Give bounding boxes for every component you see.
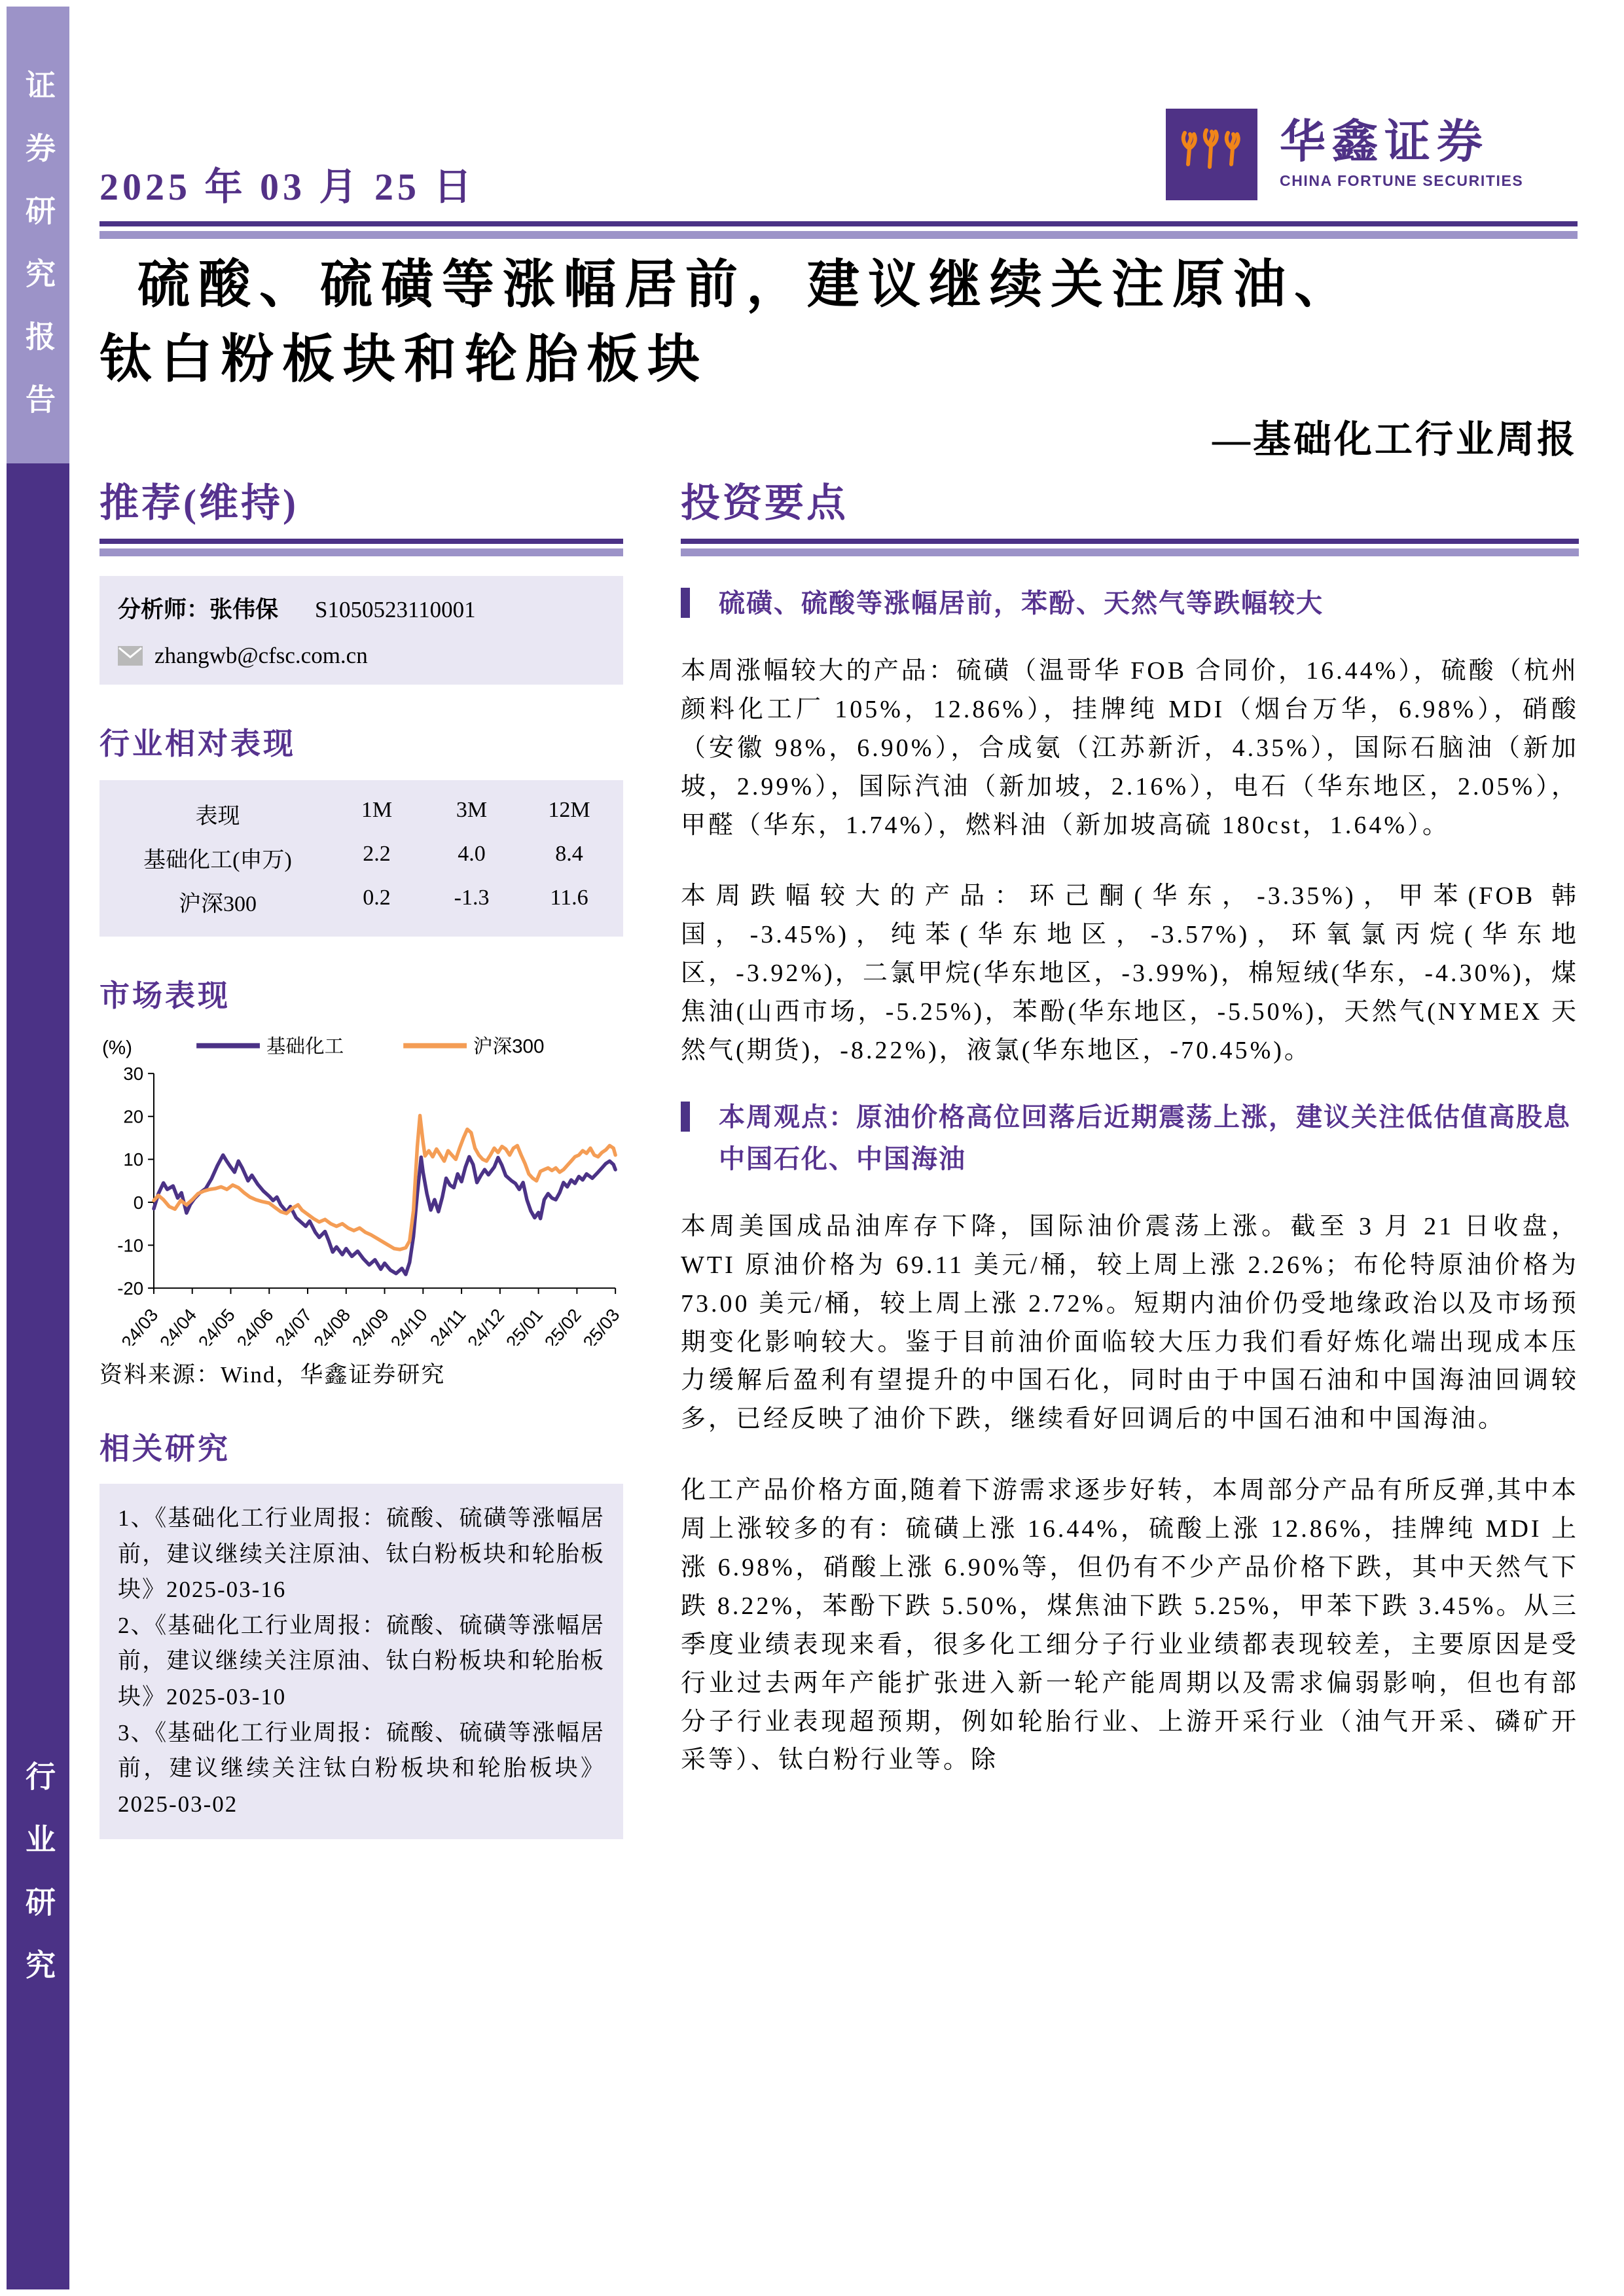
chart-source-note: 资料来源：Wind，华鑫证券研究: [99, 1362, 446, 1388]
table-cell: 4.0: [458, 842, 486, 866]
market-performance-title: 市场表现: [99, 979, 230, 1013]
analyst-name: 分析师：张伟保: [118, 597, 279, 622]
svg-text:(%): (%): [101, 1037, 133, 1059]
logo-mark-icon: [1179, 126, 1244, 183]
svg-text:24/11: 24/11: [425, 1304, 470, 1346]
related-research-item: 3、《基础化工行业周报：硫酸、硫磺等涨幅居前，建议继续关注钛白粉板块和轮胎板块》2025-03-02: [118, 1719, 605, 1817]
left-column-divider: [99, 539, 623, 556]
rating-heading: 推荐(维持): [99, 482, 298, 525]
sidebar-bottom-band: [7, 463, 69, 2289]
table-header-cell: 表现: [195, 804, 240, 829]
right-column-divider: [681, 539, 1579, 556]
table-cell: 8.4: [555, 842, 583, 866]
table-cell: 11.6: [550, 886, 588, 910]
analyst-license-code: S1050523110001: [315, 597, 476, 622]
market-chart: [99, 1028, 623, 1349]
section-heading-2: [681, 1096, 1579, 1180]
svg-text:基础化工: 基础化工: [266, 1035, 344, 1058]
key-points-heading: 投资要点: [681, 482, 848, 525]
report-title: [99, 249, 1585, 397]
related-research-title: 相关研究: [99, 1432, 230, 1465]
related-research-box: [99, 1484, 623, 1839]
sidebar-bottom-label: 行业研究: [22, 1761, 55, 2012]
svg-text:25/01: 25/01: [501, 1304, 547, 1346]
related-research-item: 1、《基础化工行业周报：硫酸、硫磺等涨幅居前，建议继续关注原油、钛白粉板块和轮胎板块》2025-03-16: [118, 1505, 605, 1603]
table-cell: 0.2: [363, 886, 391, 910]
left-column: [99, 479, 623, 1839]
report-subtitle: —基础化工行业周报: [1212, 418, 1578, 461]
svg-text:24/08: 24/08: [310, 1304, 355, 1346]
table-header-cell: 3M: [456, 798, 488, 822]
header-divider: [99, 221, 1578, 239]
table-header-row: [105, 792, 618, 836]
logo-cn-text: 华鑫证券: [1280, 117, 1489, 168]
svg-text:10: 10: [123, 1149, 144, 1170]
body-paragraph: 化工产品价格方面,随着下游需求逐步好转，本周部分产品有所反弹,其中本周上涨较多的有：硫磺上涨 16.44%，硫酸上涨 12.86%，挂牌纯 MDI 上涨 6.98%，硝酸上涨 6.90%等，但仍有不少产品价格下跌，其中天然气下跌 8.22%，苯酚下跌 5.50%，煤焦油下跌 5.25%，甲苯下跌 3.45%。从三季度业绩表现来看，很多化工细分子行业业绩都表现较差，主要原因是受行业过去两年产能扩张进入新一轮产能周期以及需求偏弱影响，但也有部分子行业表现超预期，例如轮胎行业、上游开采行业（油气开采、磷矿开采等）、钛白粉行业等。除: [681, 1477, 1579, 1774]
svg-text:24/03: 24/03: [117, 1304, 162, 1346]
section-marker-bar: [681, 1102, 690, 1132]
right-column: [681, 479, 1579, 1780]
market-chart-svg: [99, 1028, 623, 1346]
table-cell: -1.3: [454, 886, 490, 910]
svg-text:24/04: 24/04: [156, 1304, 201, 1346]
report-title-line1: 硫酸、硫磺等涨幅居前，建议继续关注原油、: [137, 257, 1355, 314]
svg-text:沪深300: 沪深300: [473, 1035, 545, 1058]
section-heading-1: [681, 583, 1579, 624]
body-paragraph: 本周美国成品油库存下降，国际油价震荡上涨。截至 3 月 21 日收盘，WTI 原油价格为 69.11 美元/桶，较上周上涨 2.26%；布伦特原油价格为 73.00 美元/桶，较上周上涨 2.72%。短期内油价仍受地缘政治以及市场预期变化影响较大。鉴于目前油价面临较大压力我们看好炼化端出现成本压力缓解后盈利有望提升的中国石化，同时由于中国石油和中国海油回调较多，已经反映了油价下跌，继续看好回调后的中国石油和中国海油。: [681, 1212, 1579, 1433]
svg-text:-20: -20: [117, 1278, 144, 1299]
logo-en-text: CHINA FORTUNE SECURITIES: [1280, 171, 1524, 189]
relative-performance-title: 行业相对表现: [99, 727, 296, 761]
sidebar-top-label: 证券研究报告: [22, 69, 55, 446]
svg-text:24/12: 24/12: [463, 1304, 509, 1346]
section-heading-text: 硫磺、硫酸等涨幅居前，苯酚、天然气等跌幅较大: [719, 588, 1324, 618]
email-icon: [118, 646, 143, 666]
svg-text:24/05: 24/05: [194, 1304, 239, 1346]
body-paragraph: 本周跌幅较大的产品：环己酮(华东，-3.35%)，甲苯(FOB 韩国，-3.45%)，纯苯(华东地区，-3.57%)，环氧氯丙烷(华东地区，-3.92%)，二氯甲烷(华东地区，-3.99%)，棉短绒(华东，-4.30%)，煤焦油(山西市场，-5.25%)，苯酚(华东地区，-5.50%)，天然气(NYMEX 天然气(期货)，-8.22%)，液氯(华东地区，-70.45%)。: [681, 882, 1579, 1065]
section-marker-bar: [681, 588, 690, 618]
report-date: 2025 年 03 月 25 日: [99, 166, 476, 208]
logo-text: [1280, 117, 1524, 190]
brand-logo: [1166, 109, 1523, 200]
sidebar-top-band: [7, 7, 69, 463]
analyst-box: [99, 576, 623, 685]
svg-text:24/09: 24/09: [348, 1304, 393, 1346]
svg-text:30: 30: [123, 1064, 144, 1085]
report-title-line2: 钛白粉板块和轮胎板块: [99, 331, 708, 389]
svg-text:24/07: 24/07: [271, 1304, 316, 1346]
logo-square: [1166, 109, 1257, 200]
analyst-email[interactable]: zhangwb@cfsc.com.cn: [154, 643, 368, 668]
section-heading-text: 本周观点：原油价格高位回落后近期震荡上涨，建议关注低估值高股息中国石化、中国海油: [719, 1102, 1571, 1174]
svg-text:20: 20: [123, 1106, 144, 1127]
chart-line-基础化工: [154, 1155, 615, 1274]
svg-text:0: 0: [133, 1192, 144, 1213]
table-header-cell: 12M: [548, 798, 590, 822]
analyst-line: [118, 592, 605, 624]
table-cell: 基础化工(申万): [143, 848, 292, 872]
svg-text:25/02: 25/02: [540, 1304, 585, 1346]
table-row: [105, 880, 618, 924]
table-cell: 2.2: [363, 842, 391, 866]
related-research-item: 2、《基础化工行业周报：硫酸、硫磺等涨幅居前，建议继续关注原油、钛白粉板块和轮胎板块》2025-03-10: [118, 1612, 605, 1710]
svg-text:-10: -10: [117, 1235, 144, 1256]
svg-text:24/10: 24/10: [386, 1304, 431, 1346]
table-cell: 沪深300: [178, 892, 257, 916]
table-header-cell: 1M: [361, 798, 393, 822]
relative-performance-table: [99, 780, 623, 937]
body-paragraph: 本周涨幅较大的产品：硫磺（温哥华 FOB 合同价，16.44%），硫酸（杭州颜料化工厂 105%，12.86%），挂牌纯 MDI（烟台万华，6.98%），硝酸（安徽 98%，6.90%），合成氨（江苏新沂，4.35%），国际石脑油（新加坡，2.99%），国际汽油（新加坡，2.16%），电石（华东地区，2.05%），甲醛（华东，1.74%），燃料油（新加坡高硫 180cst，1.64%）。: [681, 657, 1579, 839]
svg-text:24/06: 24/06: [232, 1304, 278, 1346]
svg-text:25/03: 25/03: [579, 1304, 623, 1346]
chart-line-沪深300: [154, 1115, 615, 1249]
table-row: [105, 836, 618, 880]
